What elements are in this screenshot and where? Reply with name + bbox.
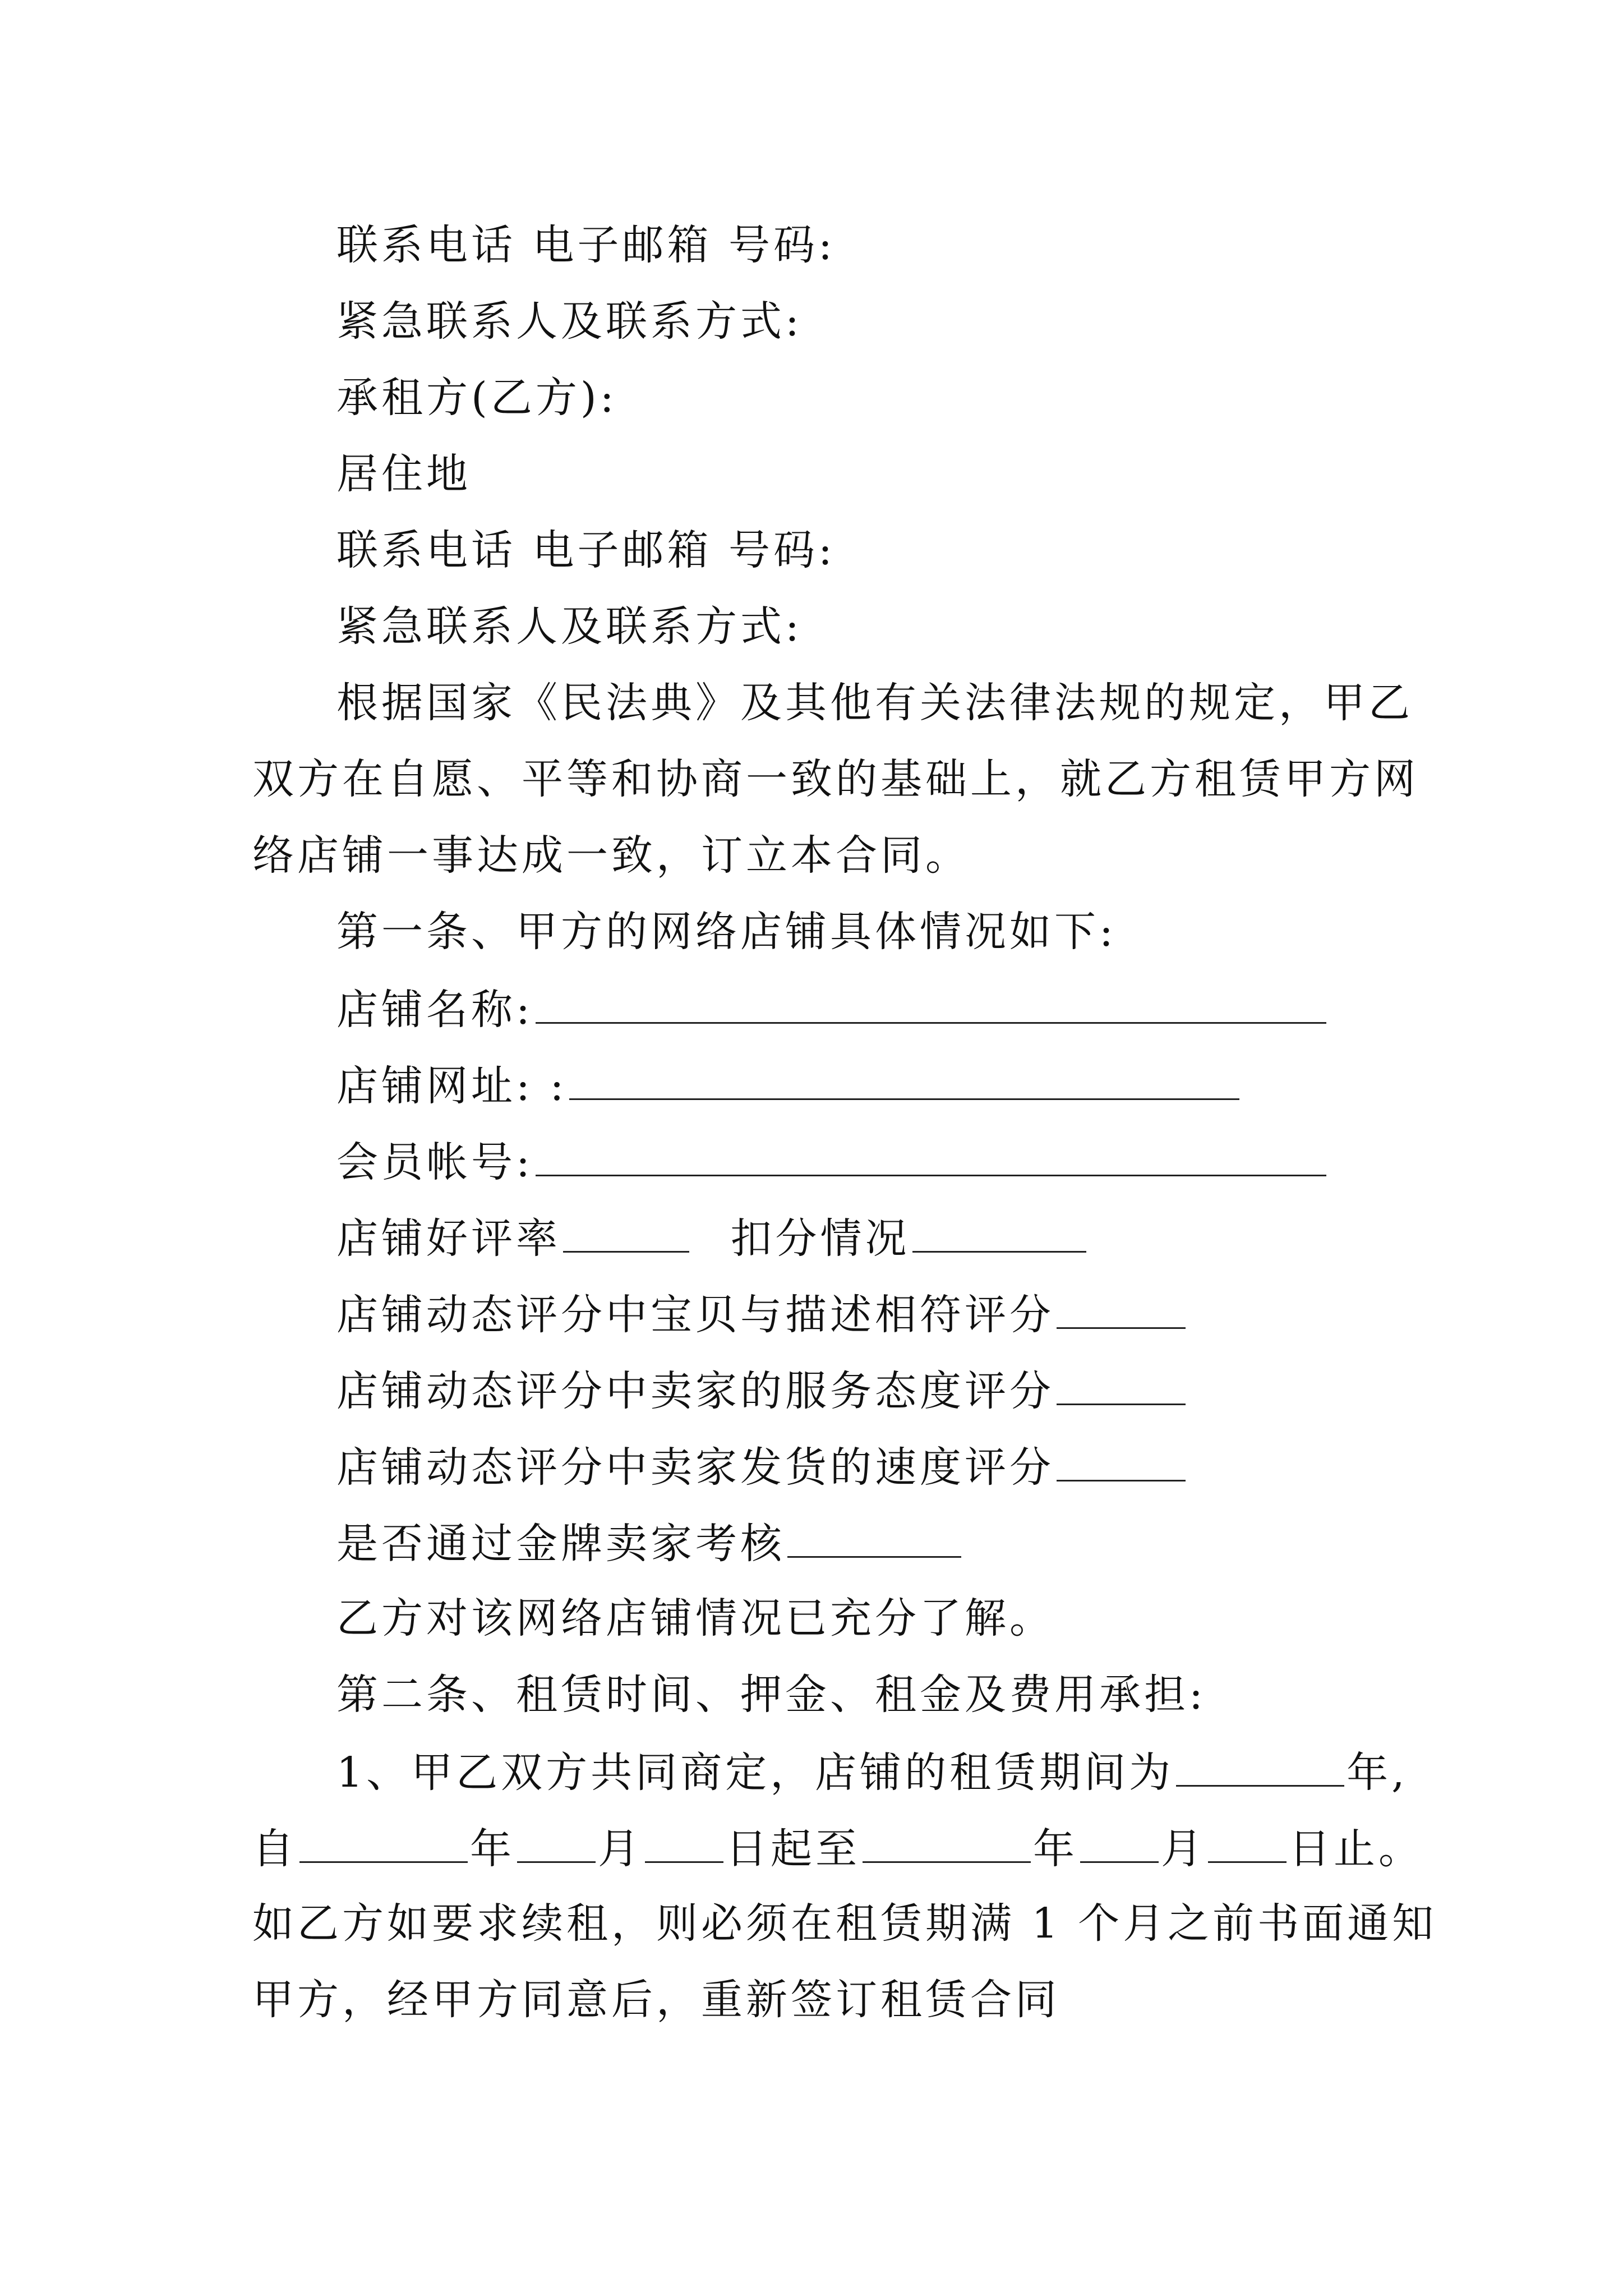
member-account-blank — [536, 1140, 1326, 1176]
lease-term-line-1 — [336, 1749, 1408, 1797]
from-label: 自 — [252, 1825, 297, 1873]
party-a-emergency-contact-line: 紧急联系人及联系方式: — [336, 297, 803, 346]
party-b-contact-line: 联系电话 电子邮箱 号码: — [336, 526, 836, 574]
party-a-contact-line: 联系电话 电子邮箱 号码: — [336, 221, 836, 269]
service-score-field — [336, 1367, 1188, 1415]
shop-name-blank — [536, 987, 1326, 1024]
service-score-blank — [1057, 1369, 1186, 1405]
start-month-unit: 月 — [598, 1825, 643, 1873]
end-year-blank — [863, 1826, 1031, 1863]
end-day-blank — [1208, 1826, 1287, 1863]
renewal-line-2: 甲方，经甲方同意后，重新签订租赁合同 — [252, 1976, 1060, 2024]
description-score-label: 店铺动态评分中宝贝与描述相符评分 — [336, 1291, 1054, 1339]
end-day-unit: 日止。 — [1289, 1825, 1423, 1873]
shop-name-field — [336, 986, 1329, 1034]
lease-years-unit: 年, — [1347, 1749, 1408, 1797]
shipping-score-field — [336, 1443, 1188, 1492]
member-account-label: 会员帐号: — [336, 1138, 533, 1186]
start-day-blank — [645, 1826, 723, 1863]
gold-seller-label: 是否通过金牌卖家考核 — [336, 1520, 785, 1568]
acknowledgement-line: 乙方对该网络店铺情况已充分了解。 — [336, 1594, 1054, 1642]
service-score-label: 店铺动态评分中卖家的服务态度评分 — [336, 1367, 1054, 1415]
start-day-unit: 日起至 — [726, 1825, 860, 1873]
shipping-score-label: 店铺动态评分中卖家发货的速度评分 — [336, 1443, 1054, 1492]
shipping-score-blank — [1057, 1445, 1186, 1481]
end-month-blank — [1080, 1826, 1159, 1863]
description-score-field — [336, 1291, 1188, 1339]
renewal-line-1: 如乙方如要求续租，则必须在租赁期满 1 个月之前书面通知 — [252, 1899, 1437, 1948]
gold-seller-field — [336, 1520, 963, 1568]
lease-years-blank — [1176, 1750, 1344, 1787]
article-1-heading: 第一条、甲方的网络店铺具体情况如下: — [336, 908, 1117, 956]
description-score-blank — [1057, 1292, 1186, 1329]
article-2-heading: 第二条、租赁时间、押金、租金及费用承担: — [336, 1671, 1206, 1719]
shop-name-label: 店铺名称: — [336, 986, 533, 1034]
start-year-unit: 年 — [470, 1825, 515, 1873]
rating-deduction-field — [336, 1214, 1089, 1263]
preamble-line-2: 双方在自愿、平等和协商一致的基础上，就乙方租赁甲方网 — [252, 755, 1419, 803]
preamble-line-3: 络店铺一事达成一致，订立本合同。 — [252, 831, 970, 880]
end-month-unit: 月 — [1161, 1825, 1206, 1873]
gold-seller-blank — [787, 1521, 961, 1558]
start-month-blank — [517, 1826, 596, 1863]
shop-url-blank — [569, 1064, 1239, 1100]
deduction-blank — [912, 1216, 1086, 1253]
end-year-unit: 年 — [1033, 1825, 1078, 1873]
member-account-field — [336, 1138, 1329, 1186]
lessee-heading: 承租方(乙方): — [336, 374, 617, 422]
lessee-residence-line: 居住地 — [336, 450, 471, 498]
deduction-label: 扣分情况 — [730, 1214, 910, 1263]
lease-term-text: 1、甲乙双方共同商定，店铺的租赁期间为 — [336, 1749, 1174, 1797]
preamble-line-1: 根据国家《民法典》及其他有关法律法规的规定，甲乙 — [336, 679, 1413, 727]
start-year-blank — [299, 1826, 468, 1863]
positive-rating-blank — [563, 1216, 689, 1253]
positive-rating-label: 店铺好评率 — [336, 1214, 561, 1263]
lease-term-line-2 — [252, 1825, 1423, 1873]
shop-url-label: 店铺网址: : — [336, 1062, 568, 1110]
shop-url-field — [336, 1062, 1242, 1110]
party-b-emergency-contact-line: 紧急联系人及联系方式: — [336, 602, 803, 651]
